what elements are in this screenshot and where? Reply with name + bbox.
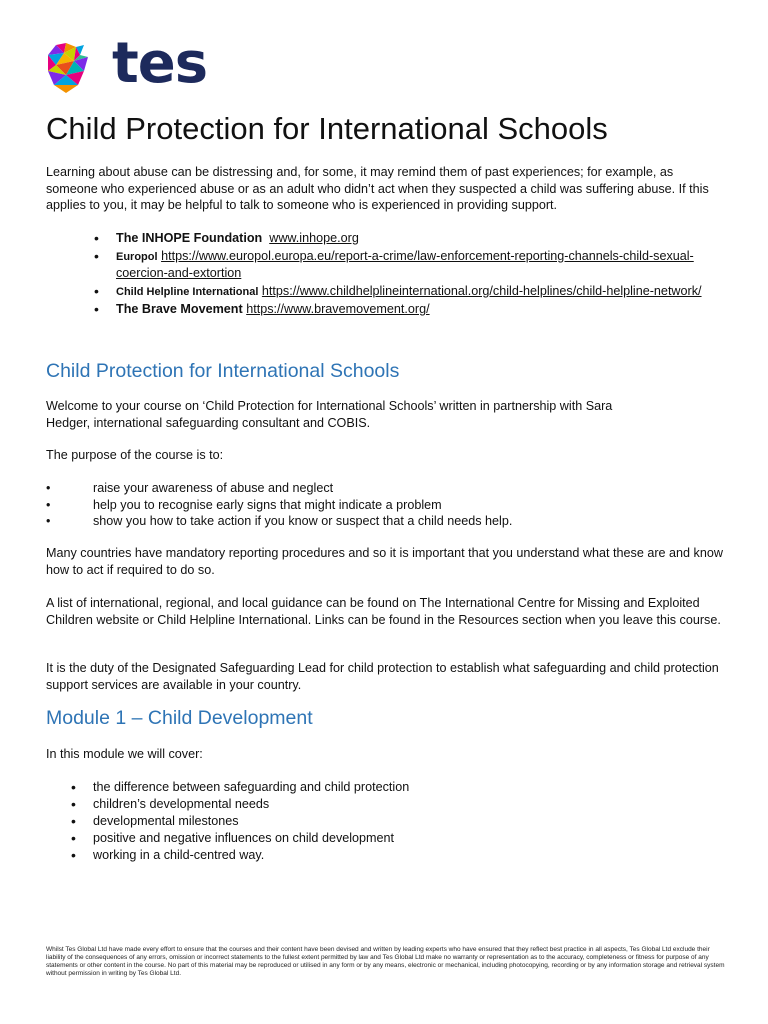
module-topics-list: [93, 779, 409, 864]
org-name: Child Helpline International: [116, 285, 259, 298]
list-item: [116, 283, 716, 301]
list-item: • the difference between safeguarding and child protection: [93, 779, 409, 796]
section-heading: Child Protection for International Schools: [46, 360, 400, 382]
intro-paragraph: Learning about abuse can be distressing and, for some, it may remind them of past experiences; for example, as someone who experienced abuse or as an adult who didn’t act when they suspected a child was suffering abuse. If this applies to you, it may be helpful to talk to someone who is experienced in providing support.: [46, 165, 709, 212]
org-name: The Brave Movement: [116, 302, 243, 316]
duty-paragraph: It is the duty of the Designated Safeguarding Lead for child protection to establish what safeguarding and child protection support services are available in your country.: [46, 661, 719, 692]
purpose-list: [46, 480, 512, 530]
list-item: • developmental milestones: [93, 813, 409, 830]
list-item: • positive and negative influences on child development: [93, 830, 409, 847]
org-name: The INHOPE Foundation: [116, 231, 263, 245]
tes-logo-mark-icon: [46, 41, 110, 95]
list-item: • working in a child-centred way.: [93, 847, 409, 864]
list-item: [116, 301, 716, 318]
welcome-paragraph: Welcome to your course on ‘Child Protection for International Schools’ written in partnership with Sara Hedger, international safeguarding consultant and COBIS.: [46, 399, 613, 430]
tes-logo-wordmark: tes: [112, 31, 208, 96]
child-helpline-link[interactable]: https://www.childhelplineinternational.org/child-helplines/child-helpline-network/: [261, 283, 702, 298]
module-intro: In this module we will cover:: [46, 747, 203, 761]
disclaimer-footer: Whilst Tes Global Ltd have made every effort to ensure that the courses and their content have been devised and written by leading experts who have ensured that they reflect best practice in all aspects, Tes Global Ltd exclude their liability of the consequences of any errors, omission or incorrect statements to the fullest extent permitted by law and Tes Global Ltd make no warranty or representation as to the accuracy, completeness or fitness for purpose of any statements or other content in the course. No part of this material may be reproduced or utilised in any form or by any means, electronic or mechanical, including photocopying, recording or by any information storage and retrieval system without permission in writing by Tes Global Ltd.: [46, 946, 725, 977]
list-item: • children’s developmental needs: [93, 796, 409, 813]
org-name: Europol: [116, 250, 158, 263]
europol-link[interactable]: https://www.europol.europa.eu/report-a-crime/law-enforcement-reporting-channels-child-sexual-coercion-and-extortion: [116, 248, 694, 280]
inhope-link[interactable]: www.inhope.org: [269, 231, 359, 245]
list-item: [116, 230, 716, 247]
list-item: • show you how to take action if you know or suspect that a child needs help.: [46, 513, 512, 530]
guidance-paragraph: A list of international, regional, and local guidance can be found on The International Centre for Missing and Exploited Children website or Child Helpline International. Links can be found in the Resources section when you leave this course.: [46, 596, 721, 627]
module-heading: Module 1 – Child Development: [46, 707, 313, 729]
support-links-list: [116, 230, 716, 319]
tes-logo: [46, 31, 208, 96]
mandatory-paragraph: Many countries have mandatory reporting procedures and so it is important that you understand what these are and know how to act if required to do so.: [46, 546, 723, 577]
page-title: Child Protection for International Schools: [46, 111, 608, 146]
brave-movement-link[interactable]: https://www.bravemovement.org/: [246, 302, 430, 316]
list-item: [116, 248, 716, 282]
list-item: • help you to recognise early signs that might indicate a problem: [46, 497, 512, 514]
list-item: • raise your awareness of abuse and neglect: [46, 480, 512, 497]
purpose-intro: The purpose of the course is to:: [46, 448, 224, 462]
